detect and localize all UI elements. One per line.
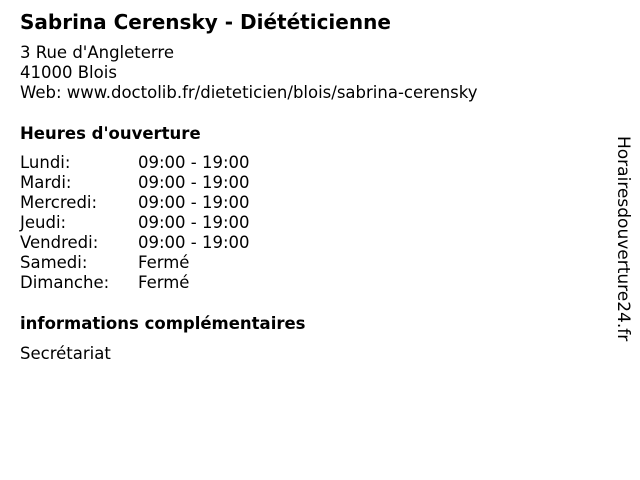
- additional-info-heading: informations complémentaires: [20, 314, 306, 333]
- day-hours: 09:00 - 19:00: [138, 193, 250, 212]
- day-label: Lundi:: [20, 153, 71, 172]
- day-label: Mardi:: [20, 173, 72, 192]
- opening-hours-heading: Heures d'ouverture: [20, 124, 201, 143]
- day-hours: Fermé: [138, 253, 190, 272]
- day-hours: 09:00 - 19:00: [138, 173, 250, 192]
- day-label: Samedi:: [20, 253, 88, 272]
- day-label: Mercredi:: [20, 193, 98, 212]
- day-label: Dimanche:: [20, 273, 110, 292]
- address-city: 41000 Blois: [20, 63, 117, 82]
- day-hours: 09:00 - 19:00: [138, 233, 250, 252]
- day-label: Vendredi:: [20, 233, 99, 252]
- day-label: Jeudi:: [20, 213, 67, 232]
- page-title: Sabrina Cerensky - Diététicienne: [20, 10, 391, 34]
- website-link[interactable]: Web: www.doctolib.fr/dieteticien/blois/sabrina-cerensky: [20, 83, 478, 102]
- site-watermark: Horairesdouverture24.fr: [613, 136, 633, 342]
- day-hours: Fermé: [138, 273, 190, 292]
- day-hours: 09:00 - 19:00: [138, 153, 250, 172]
- day-hours: 09:00 - 19:00: [138, 213, 250, 232]
- additional-info-text: Secrétariat: [20, 344, 111, 363]
- address-street: 3 Rue d'Angleterre: [20, 43, 174, 62]
